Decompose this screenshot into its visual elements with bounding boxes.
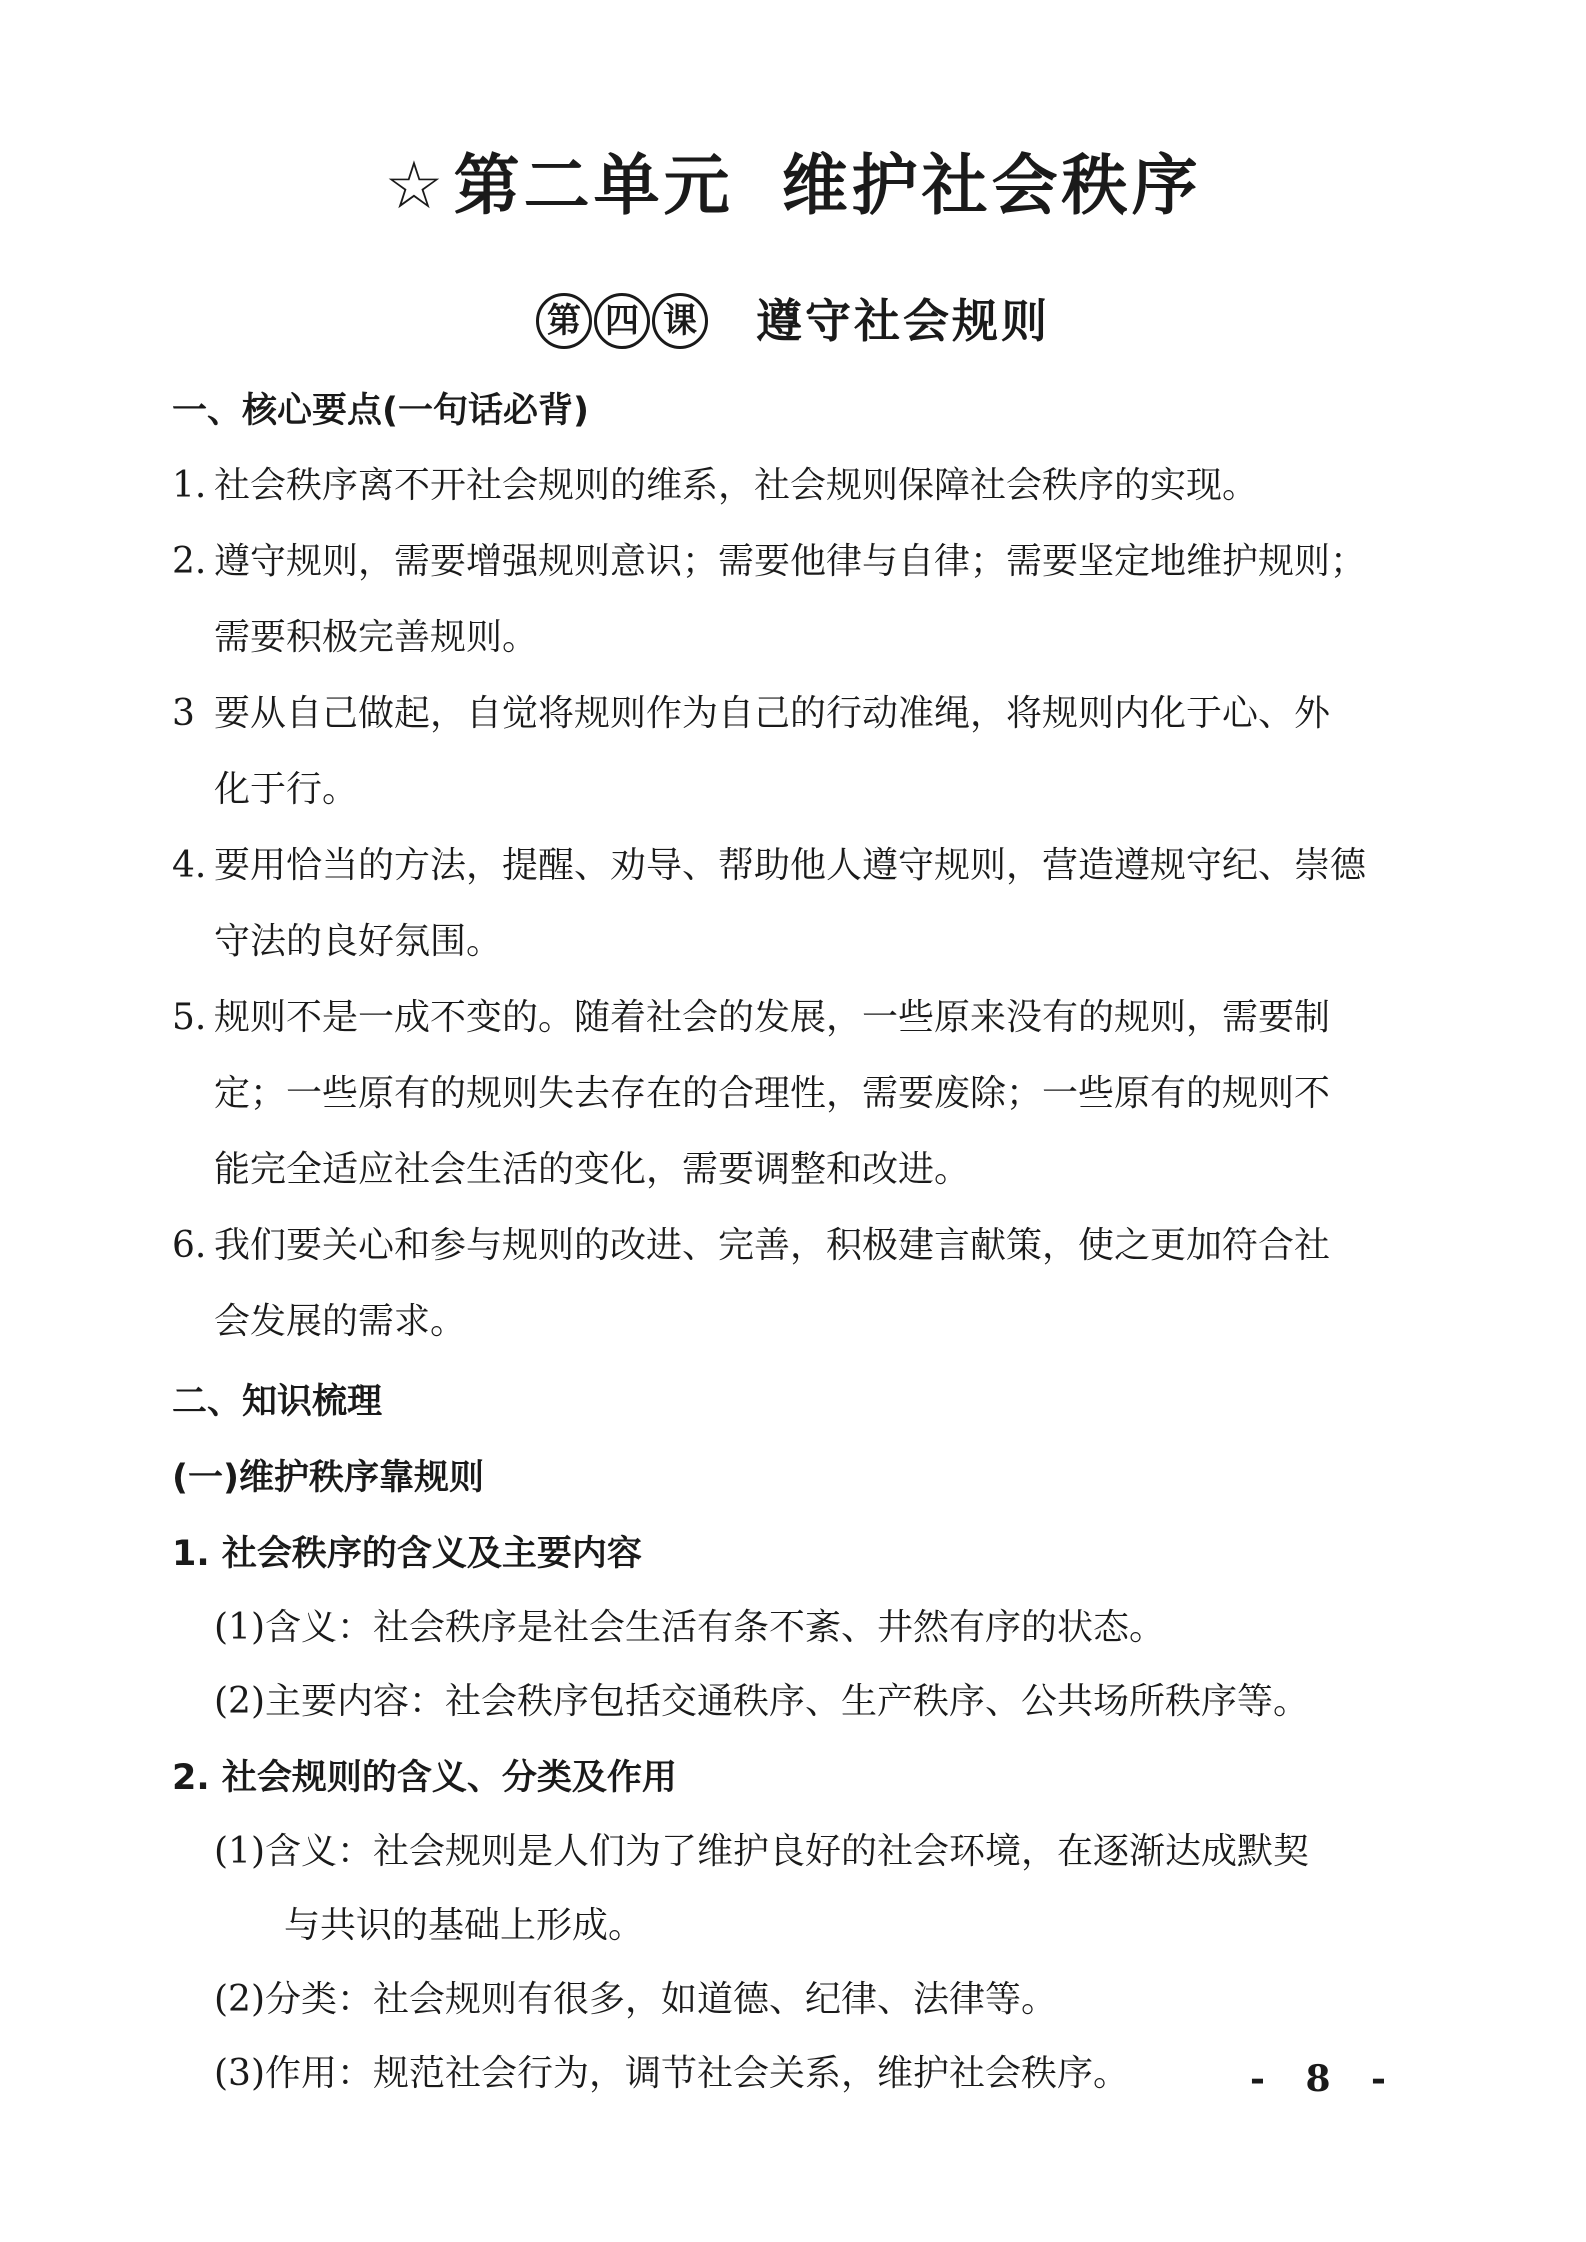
lesson-badge-char: 第 [536, 293, 592, 349]
point-2 [172, 524, 1586, 600]
lesson-badge-char: 四 [594, 293, 650, 349]
point-number: 4. [172, 845, 207, 886]
unit-title-part2: 维护社会秩序 [781, 146, 1202, 224]
point-number: 1. [172, 465, 207, 506]
topic2-item: (1)含义：社会规则是人们为了维护良好的社会环境，在逐渐达成默契 [214, 1831, 1309, 1872]
point-line: 要用恰当的方法，提醒、劝导、帮助他人遵守规则，营造遵规守纪、崇德 [214, 845, 1367, 886]
point-1 [172, 448, 1586, 524]
point-4 [172, 828, 1586, 904]
point-5-cont: 能完全适应社会生活的变化，需要调整和改进。 [214, 1149, 971, 1190]
point-number: 3 [172, 693, 195, 734]
point-2-cont: 需要积极完善规则。 [214, 617, 539, 658]
point-line: 社会秩序离不开社会规则的维系，社会规则保障社会秩序的实现。 [214, 465, 1259, 506]
point-3-cont: 化于行。 [214, 769, 359, 810]
topic1-item: (2)主要内容：社会秩序包括交通秩序、生产秩序、公共场所秩序等。 [214, 1681, 1309, 1722]
point-number: 6. [172, 1225, 207, 1266]
point-number: 5. [172, 997, 207, 1038]
lesson-badge-char: 课 [652, 293, 708, 349]
section2-subheading: (一)维护秩序靠规则 [172, 1458, 484, 1498]
page-number: - 8 - [1250, 2058, 1400, 2100]
point-line: 规则不是一成不变的。随着社会的发展，一些原来没有的规则，需要制 [214, 997, 1331, 1038]
topic2-title: 2. 社会规则的含义、分类及作用 [172, 1758, 677, 1798]
point-6-cont: 会发展的需求。 [214, 1301, 467, 1342]
unit-title [0, 140, 1586, 231]
point-line: 要从自己做起，自觉将规则作为自己的行动准绳，将规则内化于心、外 [214, 693, 1331, 734]
lesson-badge [536, 284, 710, 358]
point-line: 我们要关心和参与规则的改进、完善，积极建言献策，使之更加符合社 [214, 1225, 1331, 1266]
lesson-name: 遵守社会规则 [756, 293, 1050, 348]
topic1-title: 1. 社会秩序的含义及主要内容 [172, 1534, 642, 1574]
star-icon: ☆ [384, 147, 448, 224]
point-5-cont: 定；一些原有的规则失去存在的合理性，需要废除；一些原有的规则不 [214, 1073, 1331, 1114]
point-5 [172, 980, 1586, 1056]
topic2-item-cont: 与共识的基础上形成。 [284, 1905, 645, 1946]
lesson-title [0, 283, 1586, 358]
point-6 [172, 1208, 1586, 1284]
section1-heading: 一、核心要点(一句话必背) [172, 391, 589, 431]
unit-title-part1: 第二单元 [453, 146, 734, 224]
point-4-cont: 守法的良好氛围。 [214, 921, 503, 962]
point-number: 2. [172, 541, 207, 582]
topic2-item: (3)作用：规范社会行为，调节社会关系，维护社会秩序。 [214, 2053, 1129, 2094]
topic2-item: (2)分类：社会规则有很多，如道德、纪律、法律等。 [214, 1979, 1057, 2020]
section2-heading: 二、知识梳理 [172, 1382, 383, 1422]
point-line: 遵守规则，需要增强规则意识；需要他律与自律；需要坚定地维护规则； [214, 541, 1367, 582]
point-3 [172, 676, 1586, 752]
topic1-item: (1)含义：社会秩序是社会生活有条不紊、井然有序的状态。 [214, 1607, 1165, 1648]
